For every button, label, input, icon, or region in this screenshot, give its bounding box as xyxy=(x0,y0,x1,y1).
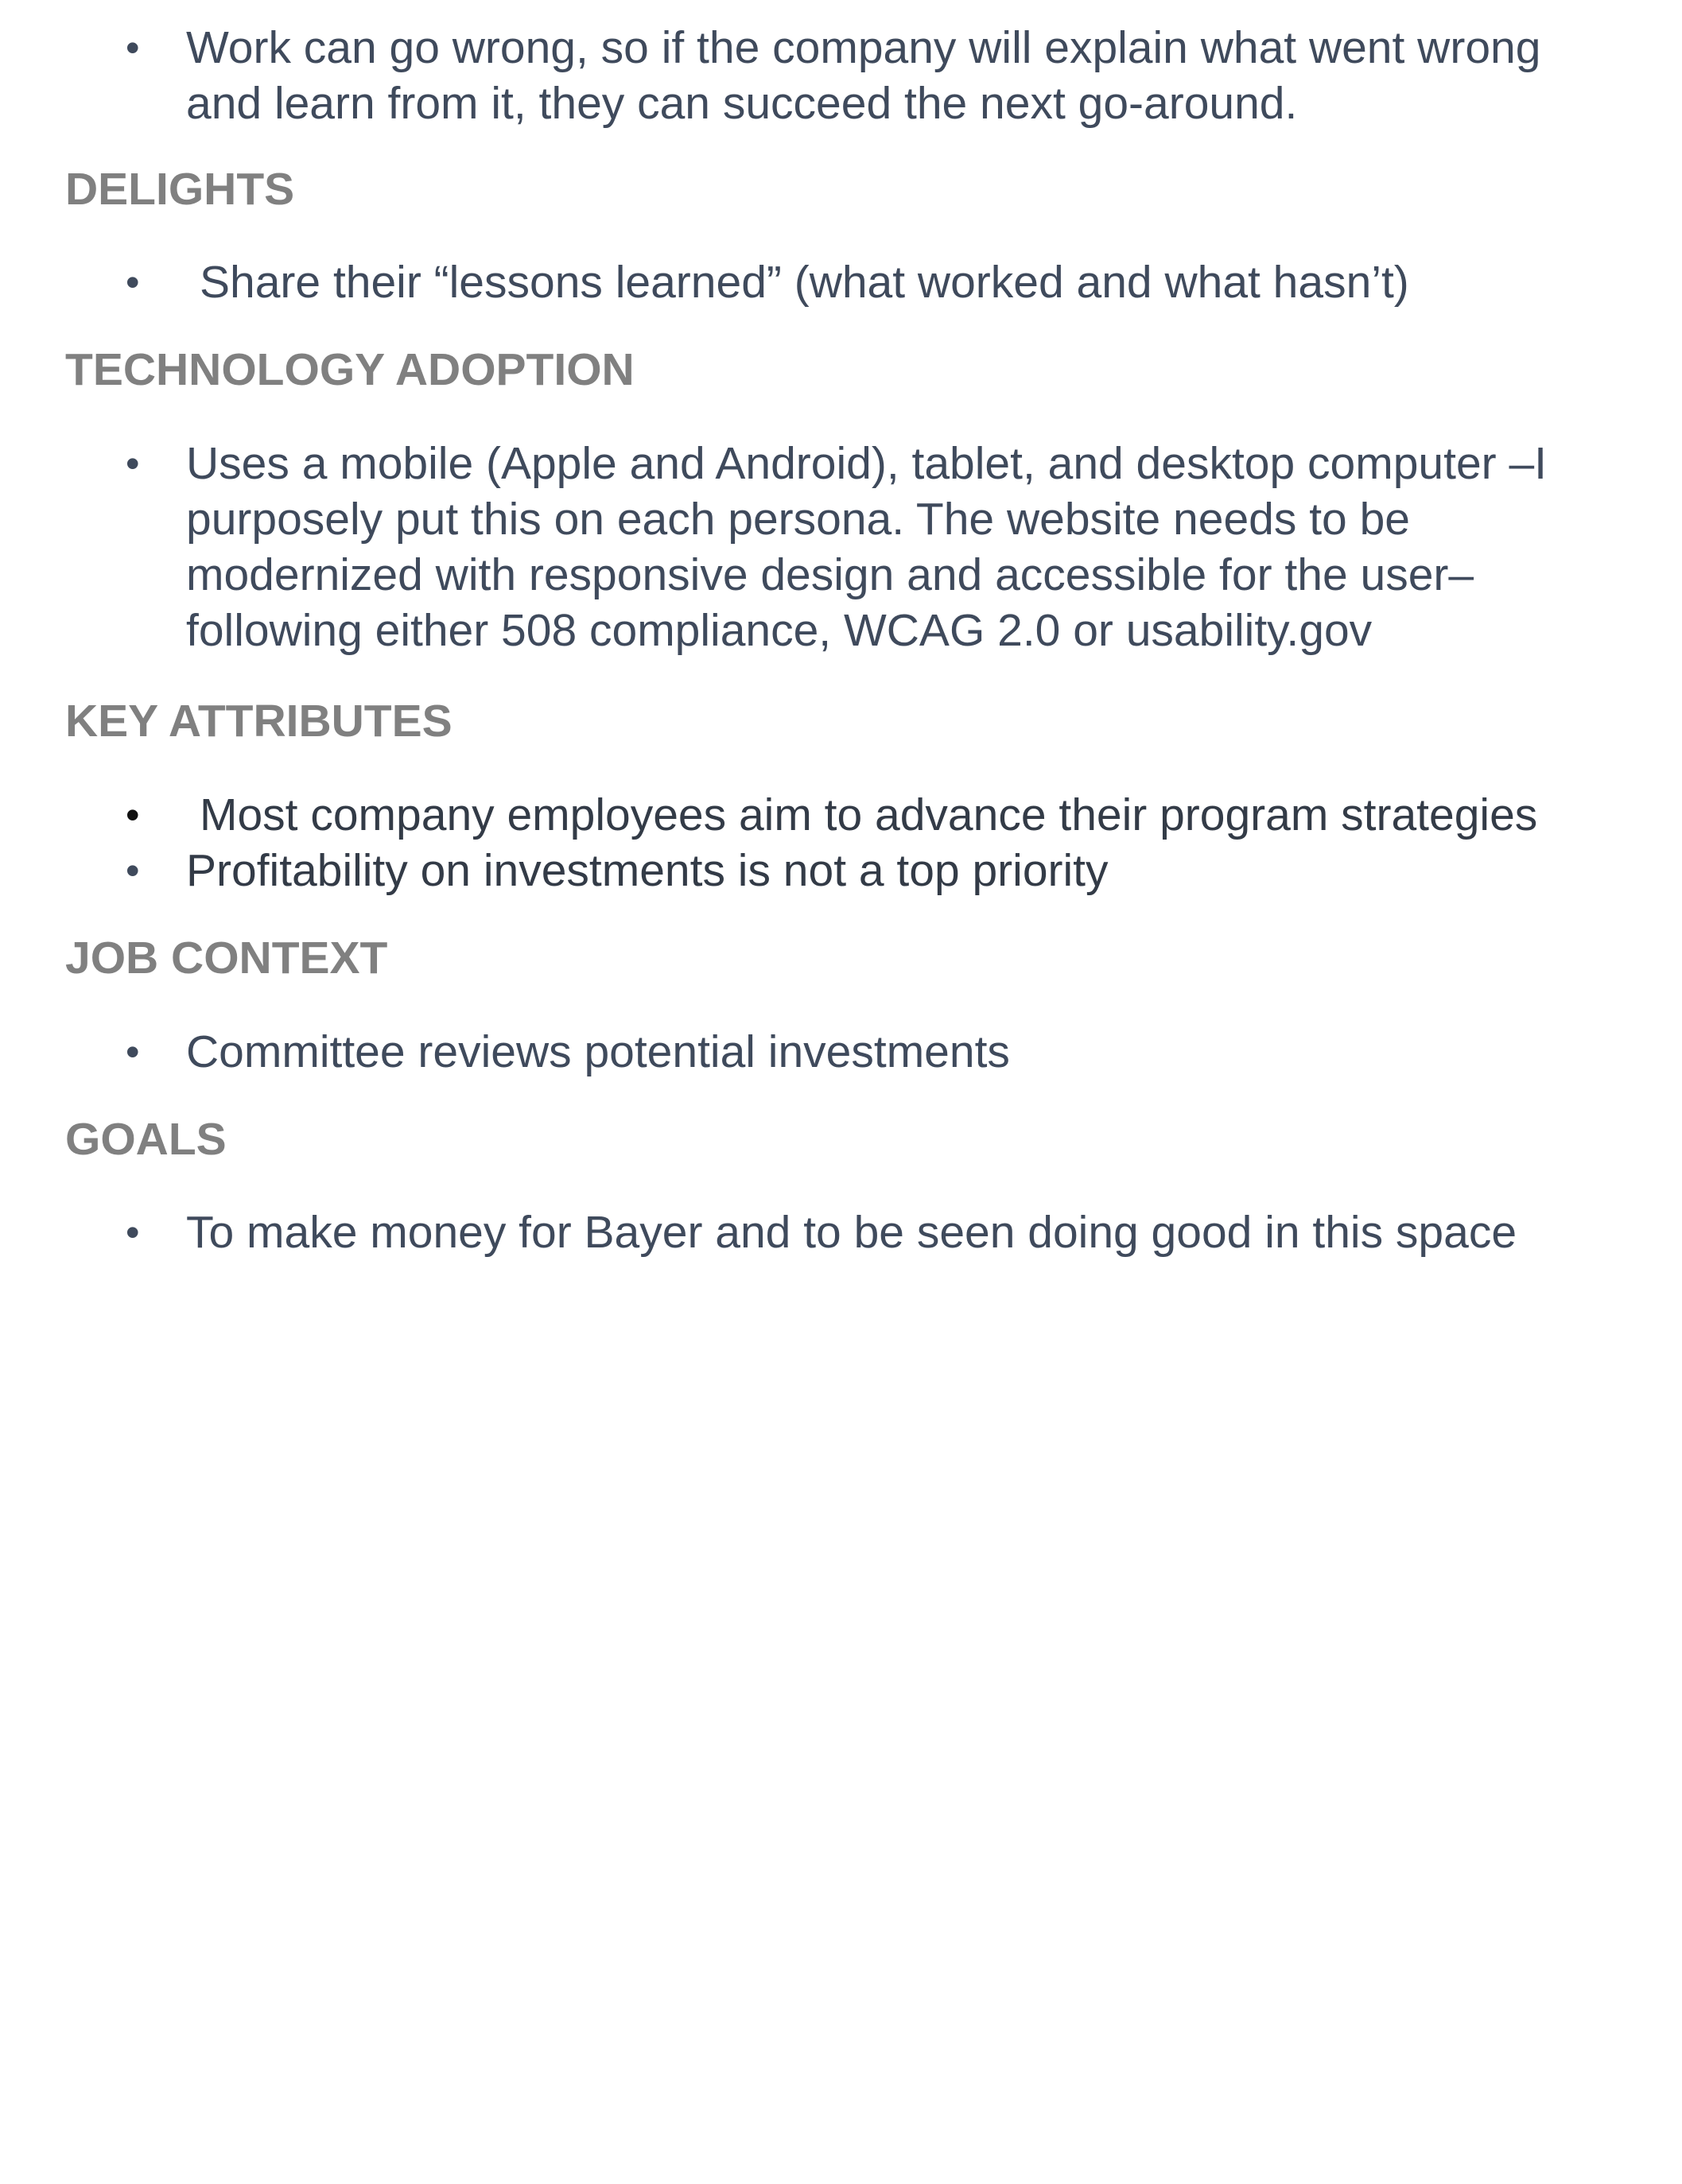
list-item-text: To make money for Bayer and to be seen doing good in this space xyxy=(186,1207,1517,1258)
bullet-icon: • xyxy=(126,25,140,70)
section-heading-delights: DELIGHTS xyxy=(65,164,295,215)
bullet-icon: • xyxy=(126,260,140,305)
list-item-text: Committee reviews potential investments xyxy=(186,1026,1010,1077)
bullet-icon: • xyxy=(126,441,140,486)
section-heading-key-attributes: KEY ATTRIBUTES xyxy=(65,696,453,747)
section-heading-job-context: JOB CONTEXT xyxy=(65,933,388,983)
list-item-text: Uses a mobile (Apple and Android), tablet, and desktop computer –I purposely put this on each persona. The website needs to be modernized with responsive design and accessible for the user– following either 508 compliance, WCAG 2.0 or usability.gov xyxy=(186,438,1548,656)
list-item-text: Profitability on investments is not a top priority xyxy=(186,845,1109,896)
bullet-icon: • xyxy=(126,793,140,837)
list-item-text: Most company employees aim to advance their program strategies xyxy=(200,789,1538,840)
list-item-text: Share their “lessons learned” (what worked and what hasn’t) xyxy=(200,257,1409,308)
bullet-icon: • xyxy=(126,848,140,893)
list-item-text: Work can go wrong, so if the company will explain what went wrong and learn from it, they can succeed the next go-around. xyxy=(186,22,1541,129)
bullet-icon: • xyxy=(126,1030,140,1074)
section-heading-goals: GOALS xyxy=(65,1114,227,1165)
bullet-icon: • xyxy=(126,1210,140,1255)
section-heading-technology-adoption: TECHNOLOGY ADOPTION xyxy=(65,344,635,395)
